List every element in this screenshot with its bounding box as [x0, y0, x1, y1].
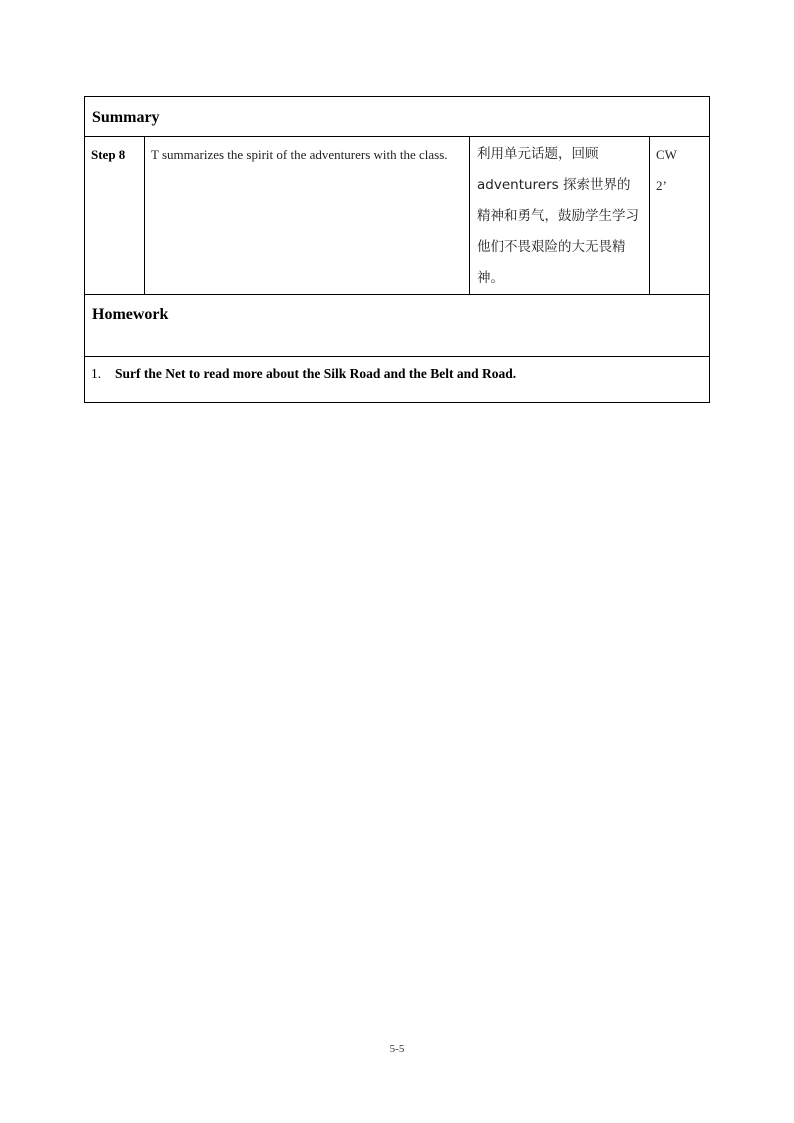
- page-number: 5-5: [389, 1043, 405, 1055]
- homework-item-cell: [85, 357, 710, 403]
- homework-heading-row: [85, 295, 710, 357]
- homework-item-row: [85, 357, 710, 403]
- homework-item-text: Surf the Net to read more about the Silk Road and the Belt and Road.: [115, 366, 517, 381]
- step-8-row: [85, 137, 710, 295]
- homework-item-number: 1.: [91, 366, 102, 381]
- lesson-plan-table: [84, 96, 710, 403]
- summary-heading: Summary: [92, 109, 160, 126]
- activity-cell: [145, 137, 470, 295]
- activity-text: T summarizes the spirit of the adventurers with the class.: [151, 147, 448, 162]
- purpose-text: 利用单元话题，回顾 adventurers 探索世界的精神和勇气，鼓励学生学习他们不畏艰险的大无畏精神。: [477, 146, 639, 286]
- form-time-cell: [650, 137, 710, 295]
- homework-item: [85, 357, 709, 382]
- step-label: Step 8: [91, 147, 126, 162]
- interaction-form: CW: [656, 147, 677, 162]
- homework-heading-cell: [85, 295, 710, 357]
- summary-heading-row: [85, 97, 710, 137]
- homework-heading: Homework: [92, 306, 169, 323]
- purpose-cell: [470, 137, 650, 295]
- time-allotted: 2’: [656, 178, 667, 193]
- summary-heading-cell: [85, 97, 710, 137]
- step-label-cell: [85, 137, 145, 295]
